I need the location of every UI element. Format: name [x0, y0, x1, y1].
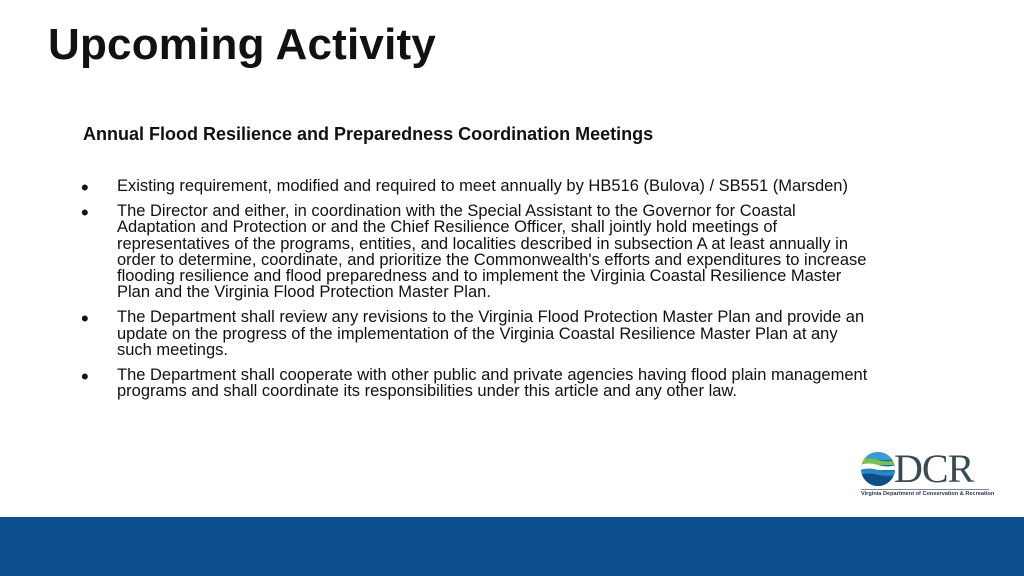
logo-tagline: Virginia Department of Conservation & Recreation: [861, 491, 995, 497]
bullet-icon: •: [81, 200, 89, 226]
bullet-icon: •: [81, 306, 89, 332]
bullet-item: [80, 175, 870, 200]
footer-bar: [0, 517, 1024, 576]
bullet-list: [80, 175, 870, 408]
bullet-text: The Director and either, in coordination with the Special Assistant to the Governor for Coastal Adaptation and Protection or and the Chief Resilience Officer, shall jointly hold meetings of representatives of the programs, entities, and localities described in subsection A at least annually in order to determine, coordinate, and prioritize the Commonwealth's efforts and expenditures to increase flooding resilience and flood preparedness and to implement the Virginia Coastal Resilience Master Plan and the Virginia Flood Protection Master Plan.: [117, 202, 867, 302]
bullet-icon: •: [81, 175, 89, 200]
bullet-text: The Department shall review any revisions to the Virginia Flood Protection Master Plan and provide an update on the progress of the implementation of the Virginia Coastal Resilience Master Plan at any such meetings.: [117, 308, 865, 359]
water-globe-icon: [860, 451, 896, 487]
bullet-item: [80, 306, 870, 359]
dcr-logo: [860, 446, 995, 502]
bullet-item: [80, 364, 870, 401]
logo-wordmark: DCR: [894, 446, 974, 491]
bullet-text: Existing requirement, modified and required to meet annually by HB516 (Bulova) / SB551 (Marsden): [117, 177, 848, 195]
slide-subtitle: Annual Flood Resilience and Preparedness Coordination Meetings: [83, 124, 654, 144]
bullet-text: The Department shall cooperate with other public and private agencies having flood plain management programs and shall coordinate its responsibilities under this article and any other law.: [117, 366, 868, 401]
slide-title: Upcoming Activity: [48, 20, 437, 69]
bullet-item: [80, 200, 870, 302]
bullet-icon: •: [81, 364, 89, 390]
